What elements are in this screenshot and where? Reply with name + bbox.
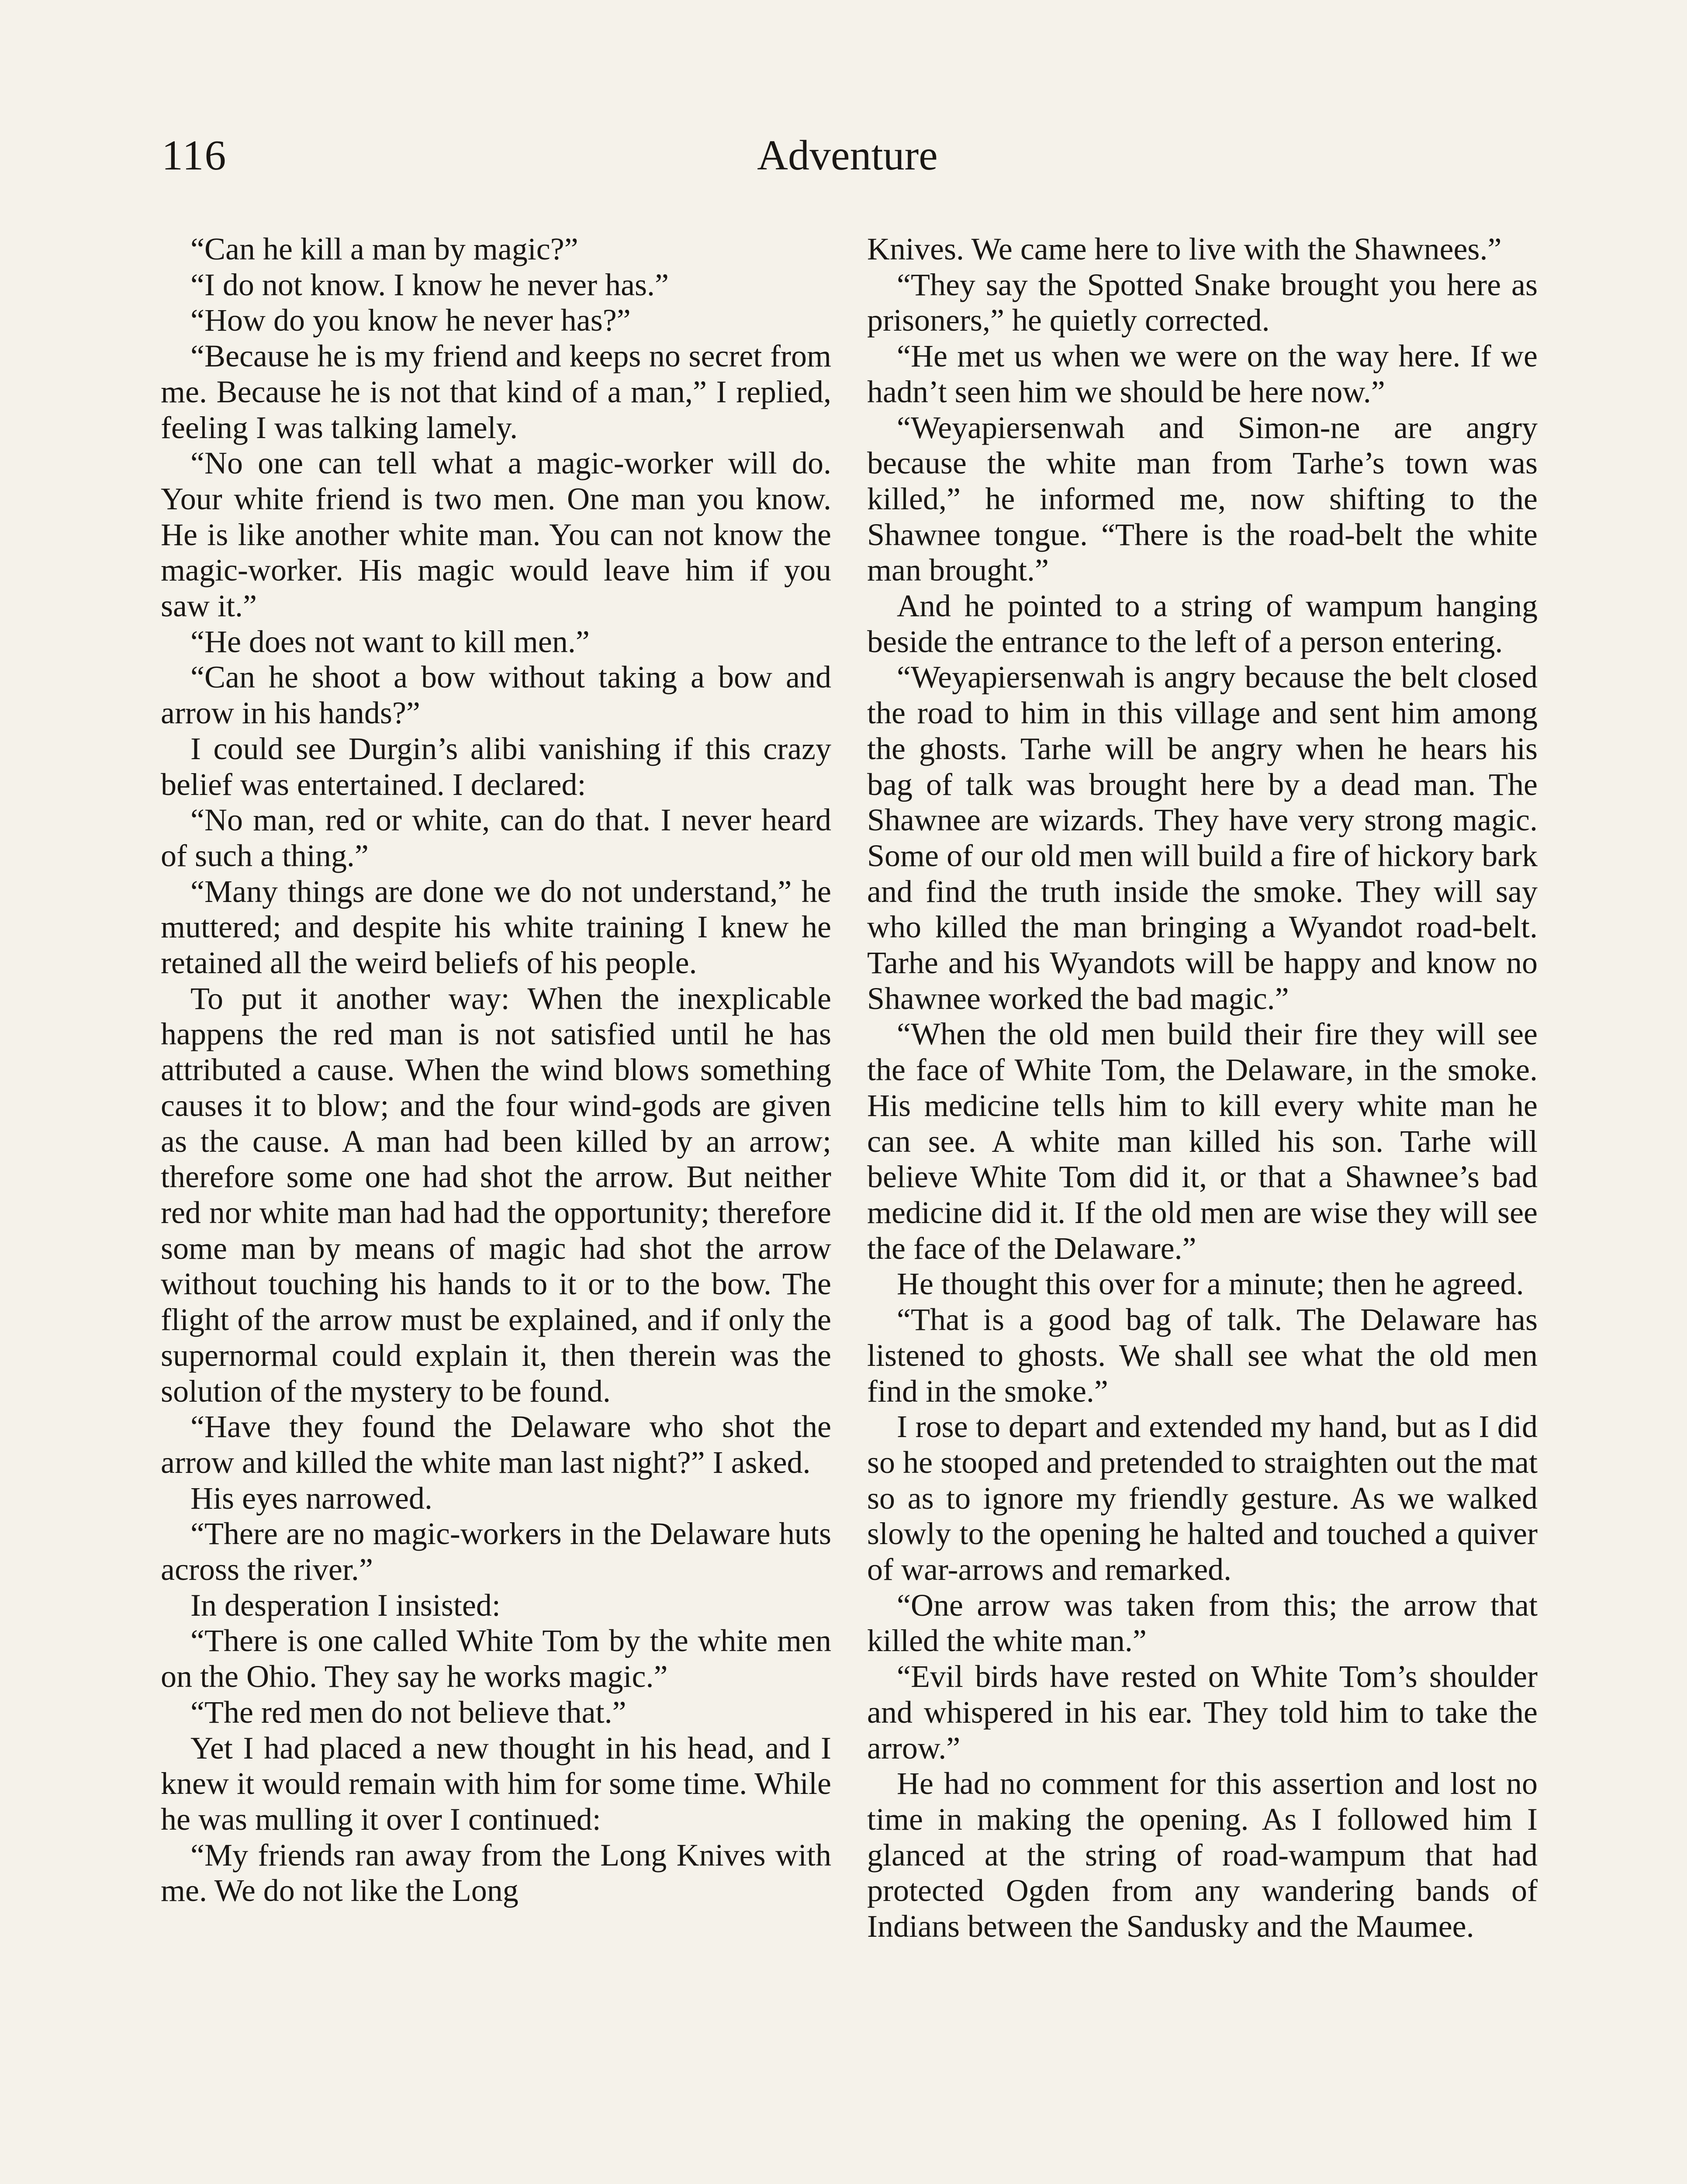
paragraph: In desperation I insisted:: [190, 1587, 501, 1623]
paragraph: “Can he shoot a bow without taking a bow and arrow in his hands?”: [161, 660, 831, 731]
paragraph: “No one can tell what a magic-worker will do. Your white friend is two men. One man you know. He is like another white man. You can not know the magic-worker. His magic would leave him if you saw it.”: [161, 446, 831, 624]
paragraph: “They say the Spotted Snake brought you here as prisoners,” he quietly corrected.: [867, 267, 1538, 338]
right-column: [867, 232, 1538, 1945]
paragraph: “Have they found the Delaware who shot the arrow and killed the white man last night?” I asked.: [161, 1409, 831, 1480]
paragraph: I could see Durgin’s alibi vanishing if this crazy belief was entertained. I declared:: [161, 731, 831, 802]
paragraph: “Evil birds have rested on White Tom’s shoulder and whispered in his ear. They told him to take the arrow.”: [867, 1659, 1538, 1766]
paragraph: “No man, red or white, can do that. I never heard of such a thing.”: [161, 802, 831, 873]
paragraph: “How do you know he never has?”: [190, 303, 631, 338]
running-head-title: Adventure: [757, 132, 938, 179]
paragraph: “He met us when we were on the way here. If we hadn’t seen him we should be here now.”: [867, 339, 1538, 409]
paragraph: “I do not know. I know he never has.”: [190, 267, 669, 302]
paragraph: “Weyapiersenwah and Simon-ne are angry because the white man from Tarhe’s town was killed,” he informed me, now shifting to the Shawnee tongue. “There is the road-belt the white man brought.”: [867, 410, 1538, 588]
paragraph: “He does not want to kill men.”: [190, 624, 590, 659]
paragraph: “There are no magic-workers in the Delaware huts across the river.”: [161, 1516, 831, 1587]
paragraph: He had no comment for this assertion and lost no time in making the opening. As I followed him I glanced at the string of road-wampum that had protected Ogden from any wandering bands of Indians between the Sandusky and the Maumee.: [867, 1766, 1538, 1944]
paragraph: “There is one called White Tom by the white men on the Ohio. They say he works magic.”: [161, 1623, 831, 1694]
paragraph: “Can he kill a man by magic?”: [190, 232, 578, 266]
paragraph: To put it another way: When the inexplicable happens the red man is not satisfied until he has attributed a cause. When the wind blows something causes it to blow; and the four wind-gods are given as the cause. A man had been killed by an arrow; therefore some one had shot the arrow. But neither red nor white man had had the opportunity; therefore some man by means of magic had shot the arrow without touching his hands to it or to the bow. The flight of the arrow must be explained, and if only the supernormal could explain it, then therein was the solution of the mystery to be found.: [161, 981, 831, 1409]
page-header: [162, 131, 1533, 201]
page-number: 116: [162, 132, 227, 179]
paragraph: Yet I had placed a new thought in his head, and I knew it would remain with him for some time. While he was mulling it over I continued:: [161, 1730, 831, 1837]
paragraph: “My friends ran away from the Long Knives with me. We do not like the Long: [161, 1837, 831, 1908]
paragraph: “When the old men build their fire they will see the face of White Tom, the Delaware, in the smoke. His medicine tells him to kill every white man he can see. A white man killed his son. Tarhe will believe White Tom did it, or that a Shawnee’s bad medicine did it. If the old men are wise they will see the face of the Delaware.”: [867, 1016, 1538, 1266]
paragraph: “Because he is my friend and keeps no secret from me. Because he is not that kind of a man,” I replied, feeling I was talking lamely.: [161, 339, 831, 445]
paragraph: And he pointed to a string of wampum hanging beside the entrance to the left of a person entering.: [867, 588, 1538, 659]
paragraph: “Many things are done we do not understand,” he muttered; and despite his white training I knew he retained all the weird beliefs of his people.: [161, 874, 831, 981]
paragraph: “One arrow was taken from this; the arrow that killed the white man.”: [867, 1587, 1538, 1659]
paragraph: “The red men do not believe that.”: [190, 1694, 626, 1730]
paragraph: I rose to depart and extended my hand, but as I did so he stooped and pretended to straighten out the mat so as to ignore my friendly gesture. As we walked slowly to the opening he halted and touched a quiver of war-arrows and remarked.: [867, 1409, 1538, 1587]
paragraph: Knives. We came here to live with the Shawnees.”: [867, 232, 1502, 266]
paragraph: “That is a good bag of talk. The Delaware has listened to ghosts. We shall see what the old men find in the smoke.”: [867, 1302, 1538, 1409]
paragraph: His eyes narrowed.: [190, 1480, 432, 1516]
left-column: [161, 232, 831, 1909]
paragraph: “Weyapiersenwah is angry because the belt closed the road to him in this village and sent him among the ghosts. Tarhe will be angry when he hears his bag of talk was brought here by a dead man. The Shawnee are wizards. They have very strong magic. Some of our old men will build a fire of hickory bark and find the truth inside the smoke. They will say who killed the man bringing a Wyandot road-belt. Tarhe and his Wyandots will be happy and know no Shawnee worked the bad magic.”: [867, 660, 1538, 1016]
paragraph: He thought this over for a minute; then he agreed.: [897, 1266, 1524, 1302]
